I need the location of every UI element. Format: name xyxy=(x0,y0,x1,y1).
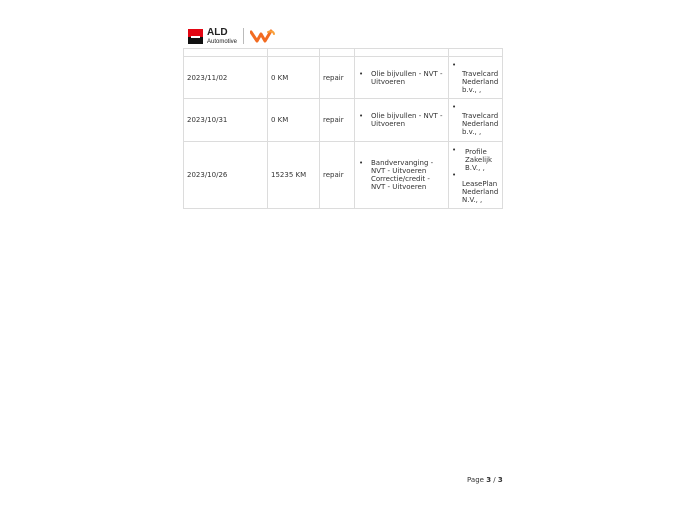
maintenance-table xyxy=(183,48,503,209)
page-word: Page xyxy=(467,476,484,484)
mileage-cell: 15235 KM xyxy=(268,142,320,209)
description-cell xyxy=(355,57,449,99)
supplier-name: • Travelcard Nederland b.v., , xyxy=(462,112,499,136)
mileage-cell: 0 KM xyxy=(268,57,320,99)
ald-wordmark xyxy=(207,28,237,45)
brand-subtitle: Automotive xyxy=(207,38,238,45)
date-cell: 2023/10/31 xyxy=(184,99,268,142)
supplier-item xyxy=(452,62,499,94)
page-separator: / xyxy=(493,476,496,484)
table-row xyxy=(184,142,503,209)
type-cell: repair xyxy=(320,99,355,142)
page-header xyxy=(188,26,276,46)
header-cell xyxy=(320,49,355,57)
description-item: • Bandvervanging - NVT - Uitvoeren Correctie/credit - NVT - Uitvoeren xyxy=(358,159,445,191)
mileage-cell: 0 KM xyxy=(268,99,320,142)
supplier-name: • Profile Zakelijk B.V., , xyxy=(465,147,493,172)
header-cell xyxy=(184,49,268,57)
header-cell xyxy=(355,49,449,57)
leaseplan-logo-icon xyxy=(250,28,276,44)
supplier-item xyxy=(452,172,499,204)
description-cell xyxy=(355,142,449,209)
supplier-cell xyxy=(449,57,503,99)
date-cell: 2023/10/26 xyxy=(184,142,268,209)
table-row xyxy=(184,57,503,99)
logo-divider xyxy=(243,28,244,44)
supplier-cell xyxy=(449,99,503,142)
supplier-cell xyxy=(449,142,503,209)
header-cell xyxy=(449,49,503,57)
supplier-item xyxy=(452,147,499,172)
total-pages: 3 xyxy=(497,476,503,484)
header-cell xyxy=(268,49,320,57)
supplier-name: • LeasePlan Nederland N.V., , xyxy=(462,179,499,204)
type-cell: repair xyxy=(320,142,355,209)
page-indicator xyxy=(467,476,503,484)
date-cell: 2023/11/02 xyxy=(184,57,268,99)
description-item: • Olie bijvullen - NVT - Uitvoeren xyxy=(358,112,445,128)
supplier-item xyxy=(452,104,499,136)
description-item: • Olie bijvullen - NVT - Uitvoeren xyxy=(358,70,445,86)
description-cell xyxy=(355,99,449,142)
table-row xyxy=(184,99,503,142)
table-header-row xyxy=(184,49,503,57)
type-cell: repair xyxy=(320,57,355,99)
current-page: 3 xyxy=(486,476,492,484)
supplier-name: • Travelcard Nederland b.v., , xyxy=(462,69,499,94)
brand-name: ALD xyxy=(207,26,228,38)
ald-logo-icon xyxy=(188,29,203,44)
